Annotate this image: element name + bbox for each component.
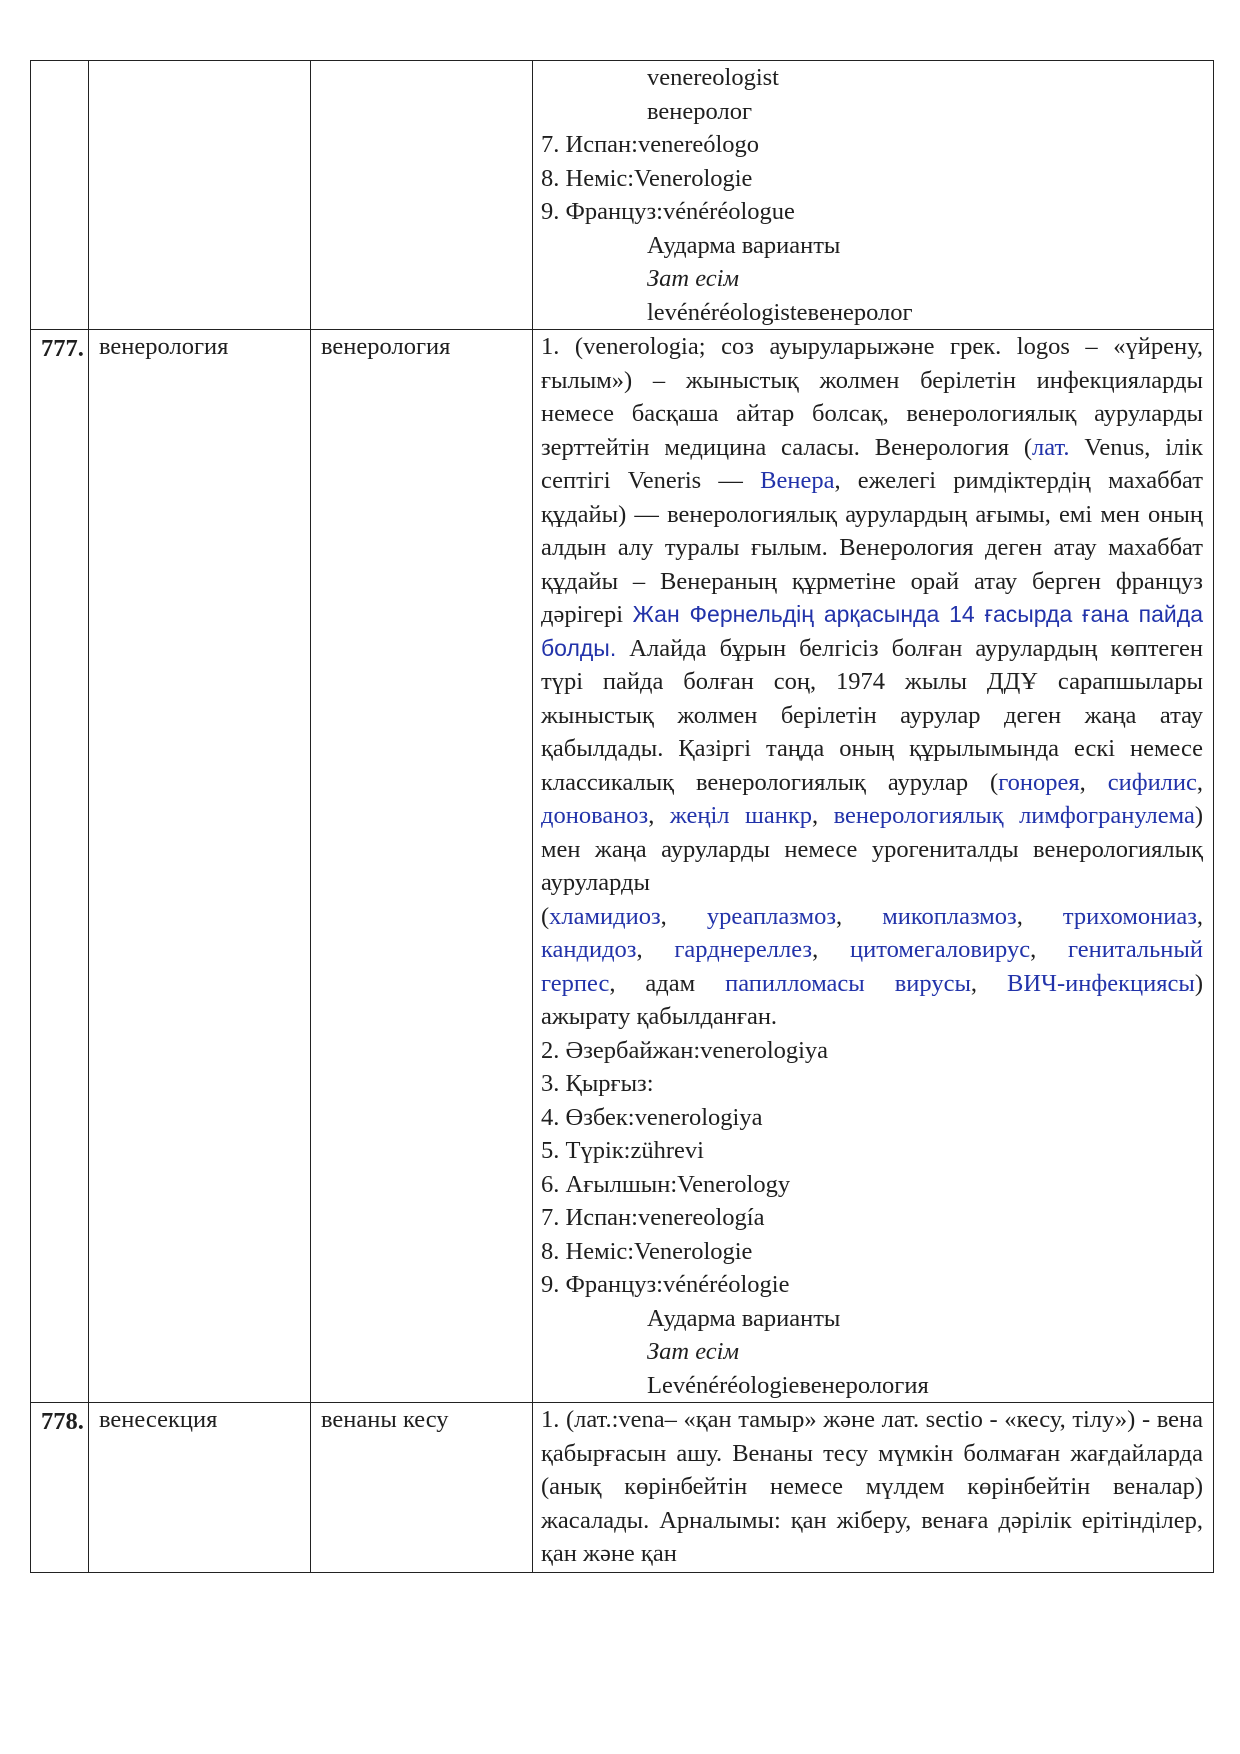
entry-number-cell: [31, 61, 89, 330]
language-line: 3. Қырғыз:: [541, 1070, 654, 1097]
definition-cell: [533, 61, 1214, 330]
link-gonorrhea[interactable]: гонорея: [998, 768, 1080, 796]
link-latin[interactable]: лат.: [1032, 433, 1070, 461]
link-gardnerella[interactable]: гарднереллез: [674, 936, 813, 963]
link-venera[interactable]: Венера: [760, 467, 835, 494]
link-trichomoniasis[interactable]: трихомониаз: [1062, 902, 1197, 930]
language-line: 6. Ағылшын:Venerology: [541, 1170, 791, 1198]
entry-number: 777.: [31, 330, 89, 1403]
translation-variants-label: Аударма варианты: [647, 231, 841, 259]
table-row-continuation: [31, 61, 1214, 330]
part-of-speech: Зат есім: [647, 265, 740, 292]
french-translation: levénéréologisteвенеролог: [647, 298, 913, 326]
language-line: 5. Түрік:zührevi: [541, 1137, 704, 1164]
link-candidiasis[interactable]: кандидоз: [541, 936, 637, 963]
link-lymphogranuloma[interactable]: венерологиялық лимфогранулема: [833, 802, 1195, 829]
definition-paragraph: 1. (venerologia; соз ауыруларыжәне грек. logos – «үйрену, ғылым») – жыныстық жолмен берілетін инфекцияларды немесе басқаша айтар болсақ, венерологиялық ауруларды зерттейтін медицина саласы. Венерология (лат. Venus, ілік септігі Veneris — Венера, ежелегі римдіктердің махаббат құдайы) — венерологиялық аурулардың ағымы, емі мен оның алдын алу туралы ғылым. Венерология деген атау махаббат құдайы – Венераның құрметіне орай атау берген француз дәрігері Жан Фернельдің арқасында 14 ғасырда ғана пайда болды. Алайда бұрын белгісіз болған аурулардың көптеген түрі пайда болған соң, 1974 жылы ДДҰ сарапшылары жыныстық жолмен берілетін аурулар деген жаңа атау қабылдады. Қазіргі таңда оның құрылымында ескі немесе классикалық венерологиялық аурулар (гонорея, сифилис, донованоз, жеңіл шанкр, венерологиялық лимфогранулема) мен жаңа ауруларды немесе урогениталды венерологиялық ауруларды (хламидиоз, уреаплазмоз, микоплазмоз, трихомониаз, кандидоз, гарднереллез, цитомегаловирус, генитальный герпес, адам папилломасы вирусы, ВИЧ-инфекциясы) ажырату қабылданған.: [541, 333, 1204, 1030]
english-translation: venereologist: [647, 64, 779, 91]
language-line: 7. Испан:venereólogo: [541, 131, 760, 158]
table-row-778: [31, 1403, 1214, 1573]
link-genital-herpes[interactable]: генитальный герпес: [541, 936, 1203, 997]
translation: венерология: [311, 330, 533, 1403]
definition-cell: [533, 330, 1214, 1403]
language-line: 2. Әзербайжан:venerologiya: [541, 1036, 829, 1064]
link-chlamydia[interactable]: хламидиоз: [549, 902, 661, 930]
language-line: 8. Неміс:Venerologie: [541, 1237, 753, 1265]
language-line: 7. Испан:venereología: [541, 1204, 765, 1231]
table-row-777: [31, 330, 1214, 1403]
french-translation: Levénéréologieвенерология: [647, 1371, 929, 1399]
link-ureaplasma[interactable]: уреаплазмоз: [706, 902, 837, 930]
entry-number: 778.: [31, 1403, 89, 1573]
russian-translation: венеролог: [647, 97, 752, 125]
link-fernel[interactable]: Жан Фернельдің арқасында 14 ғасырда ғана пайда болды.: [541, 601, 1203, 661]
term-cell: [89, 61, 311, 330]
link-mycoplasma[interactable]: микоплазмоз: [882, 902, 1017, 930]
part-of-speech: Зат есім: [647, 1338, 740, 1365]
link-hiv[interactable]: ВИЧ-инфекциясы: [1007, 969, 1195, 997]
link-donovanosis[interactable]: донованоз: [541, 802, 649, 829]
language-line: 4. Өзбек:venerologiya: [541, 1103, 763, 1131]
term: венерология: [89, 330, 311, 1403]
language-line: 9. Француз:vénéréologue: [541, 198, 795, 225]
translation-cell: [311, 61, 533, 330]
language-line: 9. Француз:vénéréologie: [541, 1271, 790, 1298]
link-chancroid[interactable]: жеңіл шанкр: [669, 802, 812, 829]
language-line: 8. Неміс:Venerologie: [541, 164, 753, 192]
translation: венаны кесу: [311, 1403, 533, 1573]
term: венесекция: [89, 1403, 311, 1573]
link-cytomegalovirus[interactable]: цитомегаловирус: [849, 936, 1031, 963]
link-papilloma-virus[interactable]: папилломасы вирусы: [725, 969, 971, 997]
definition-paragraph: 1. (лат.:vena– «қан тамыр» және лат. sectio - «кесу, тілу») - вена қабырғасын ашу. Венаны тесу мүмкін болмаған жағдайларда (анық көрінбейтін немесе мүлдем көрінбейтін веналар) жасалады. Арналымы: қан жіберу, венаға дәрілік ерітінділер, қан және қан: [533, 1403, 1214, 1573]
dictionary-table: [30, 60, 1214, 1573]
link-syphilis[interactable]: сифилис: [1107, 768, 1197, 796]
translation-variants-label: Аударма варианты: [647, 1304, 841, 1332]
